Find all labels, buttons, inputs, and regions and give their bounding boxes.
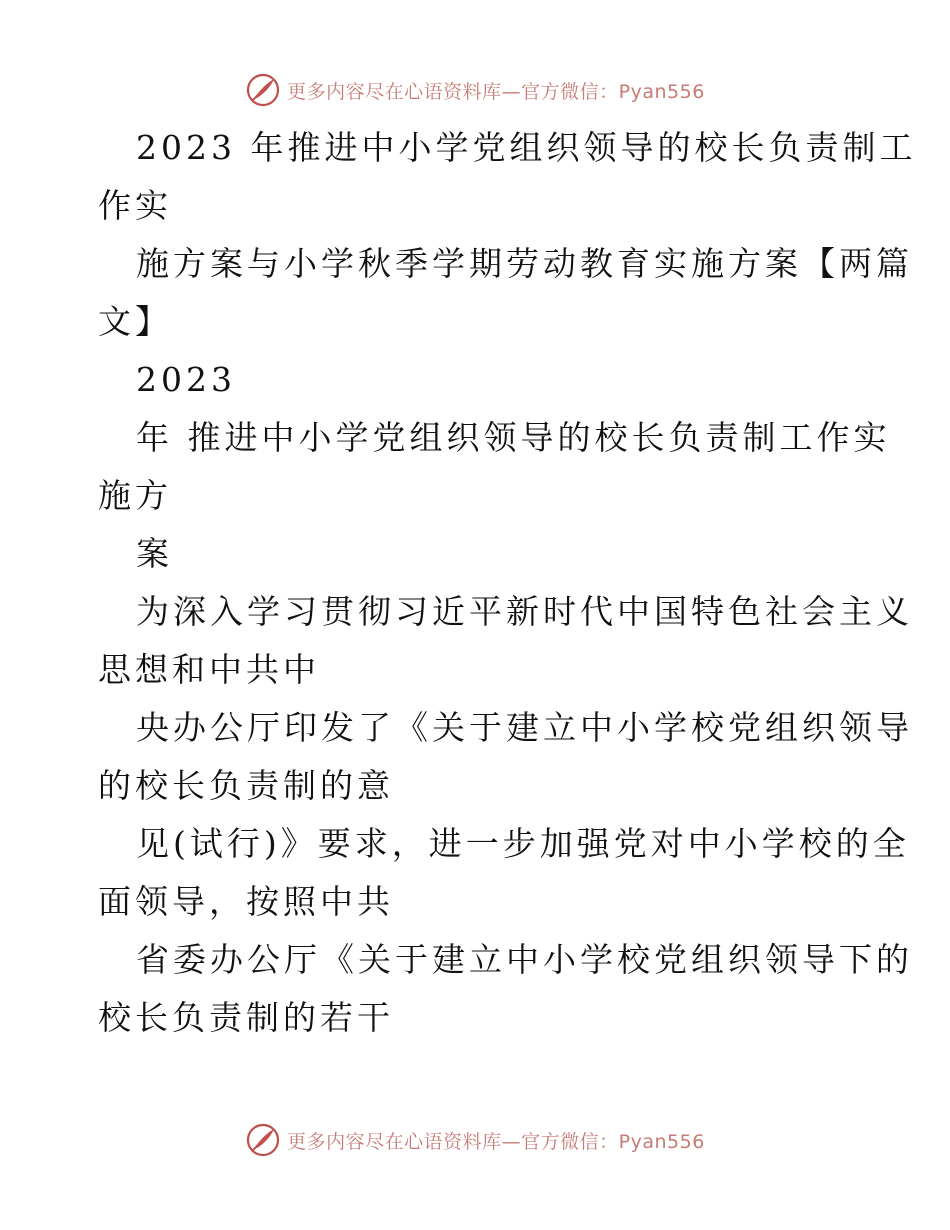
text-line: 案 [136,534,173,573]
text-line: 见(试行)》要求，进一步加强党对中小学校的全 [136,824,910,863]
text-line: 思想和中共中 [98,650,320,689]
watermark-text: 更多内容尽在心语资料库—官方微信：Pyan556 [287,1130,705,1153]
quill-pen-logo-icon [245,1122,281,1158]
text-line: 面领导，按照中共 [98,882,394,921]
text-line: 2023 年推进中小学党组织领导的校长负责制工 [136,128,917,167]
text-line: 央办公厅印发了《关于建立中小学校党组织领导 [136,708,913,747]
text-line: 作实 [98,186,172,225]
quill-pen-logo-icon [245,72,281,108]
text-line: 施方 [98,476,172,515]
footer-watermark [0,1118,950,1162]
text-line: 为深入学习贯彻习近平新时代中国特色社会主义 [136,592,913,631]
header-watermark [0,68,950,112]
watermark-text: 更多内容尽在心语资料库—官方微信：Pyan556 [287,80,705,103]
text-line: 2023 [136,360,236,399]
text-line: 省委办公厅《关于建立中小学校党组织领导下的 [136,940,913,979]
text-line: 校长负责制的若干 [98,998,394,1037]
text-line: 施方案与小学秋季学期劳动教育实施方案【两篇 [136,244,913,283]
text-line: 年 推进中小学党组织领导的校长负责制工作实 [136,418,891,457]
text-line: 文】 [98,302,172,341]
text-line: 的校长负责制的意 [98,766,394,805]
